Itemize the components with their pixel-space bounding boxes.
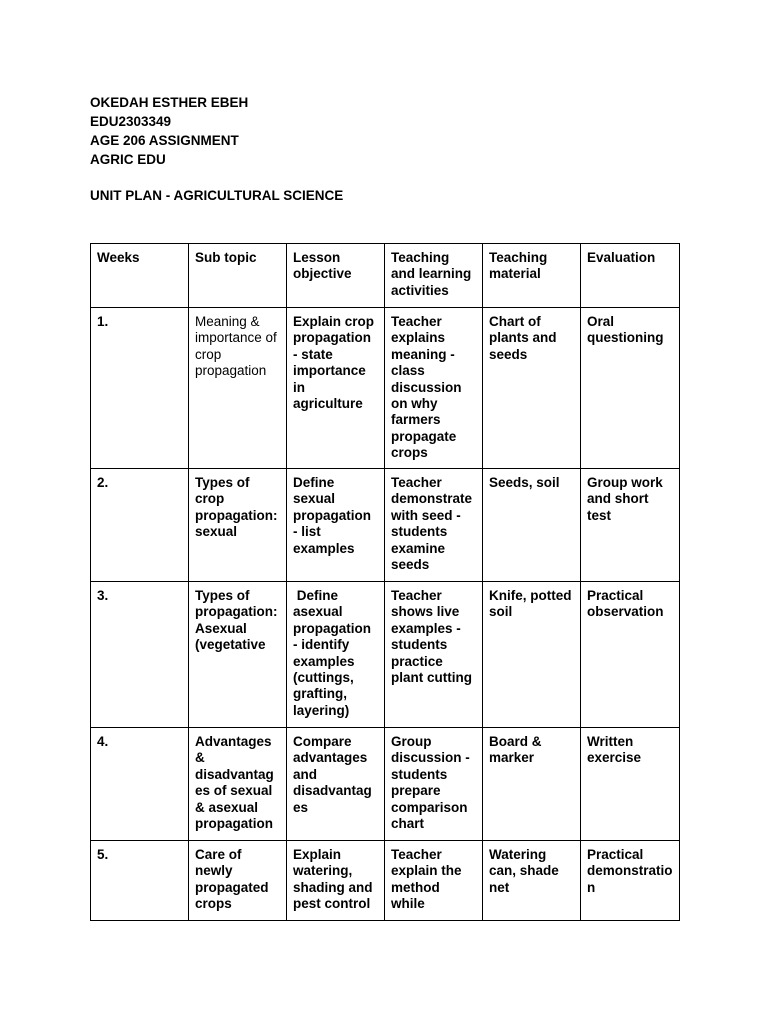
activities-cell: Teacher demonstrate with seed - students examine seeds [385, 469, 483, 582]
week-cell: 3. [91, 582, 189, 728]
table-row [91, 841, 680, 921]
activities-cell: Teacher explain the method while [385, 841, 483, 921]
week-cell: 1. [91, 308, 189, 469]
table-row [91, 728, 680, 841]
objective-cell: Define asexual propagation - identify examples (cuttings, grafting, layering) [287, 582, 385, 728]
column-header-activities: Teaching and learning activities [385, 244, 483, 308]
unit-plan-table [90, 243, 680, 921]
subtopic-cell: Advantages & disadvantages of sexual & asexual propagation [189, 728, 287, 841]
objective-cell: Compare advantages and disadvantages [287, 728, 385, 841]
activities-cell: Group discussion - students prepare comparison chart [385, 728, 483, 841]
unit-plan-title: UNIT PLAN - AGRICULTURAL SCIENCE [90, 188, 344, 203]
table-row [91, 469, 680, 582]
material-cell: Knife, potted soil [483, 582, 581, 728]
column-header-weeks: Weeks [91, 244, 189, 308]
department: AGRIC EDU [90, 152, 166, 167]
column-header-evaluation: Evaluation [581, 244, 680, 308]
column-header-material: Teaching material [483, 244, 581, 308]
student-header [90, 93, 248, 169]
subtopic-cell: Types of propagation: Asexual (vegetative [189, 582, 287, 728]
student-id: EDU2303349 [90, 114, 172, 129]
evaluation-cell: Oral questioning [581, 308, 680, 469]
table-row [91, 308, 680, 469]
week-cell: 5. [91, 841, 189, 921]
week-cell: 4. [91, 728, 189, 841]
subtopic-cell: Meaning & importance of crop propagation [189, 308, 287, 469]
material-cell: Board & marker [483, 728, 581, 841]
subtopic-cell: Types of crop propagation: sexual [189, 469, 287, 582]
objective-cell: Define sexual propagation - list examples [287, 469, 385, 582]
table-header-row [91, 244, 680, 308]
activities-cell: Teacher shows live examples - students practice plant cutting [385, 582, 483, 728]
course-title: AGE 206 ASSIGNMENT [90, 133, 239, 148]
subtopic-cell: Care of newly propagated crops [189, 841, 287, 921]
evaluation-cell: Practical demonstration [581, 841, 680, 921]
objective-cell: Explain watering, shading and pest control [287, 841, 385, 921]
activities-cell: Teacher explains meaning - class discussion on why farmers propagate crops [385, 308, 483, 469]
material-cell: Chart of plants and seeds [483, 308, 581, 469]
material-cell: Seeds, soil [483, 469, 581, 582]
material-cell: Watering can, shade net [483, 841, 581, 921]
evaluation-cell: Practical observation [581, 582, 680, 728]
week-cell: 2. [91, 469, 189, 582]
evaluation-cell: Group work and short test [581, 469, 680, 582]
column-header-objective: Lesson objective [287, 244, 385, 308]
evaluation-cell: Written exercise [581, 728, 680, 841]
objective-cell: Explain crop propagation - state importance in agriculture [287, 308, 385, 469]
column-header-subtopic: Sub topic [189, 244, 287, 308]
table-row [91, 582, 680, 728]
student-name: OKEDAH ESTHER EBEH [90, 95, 249, 110]
